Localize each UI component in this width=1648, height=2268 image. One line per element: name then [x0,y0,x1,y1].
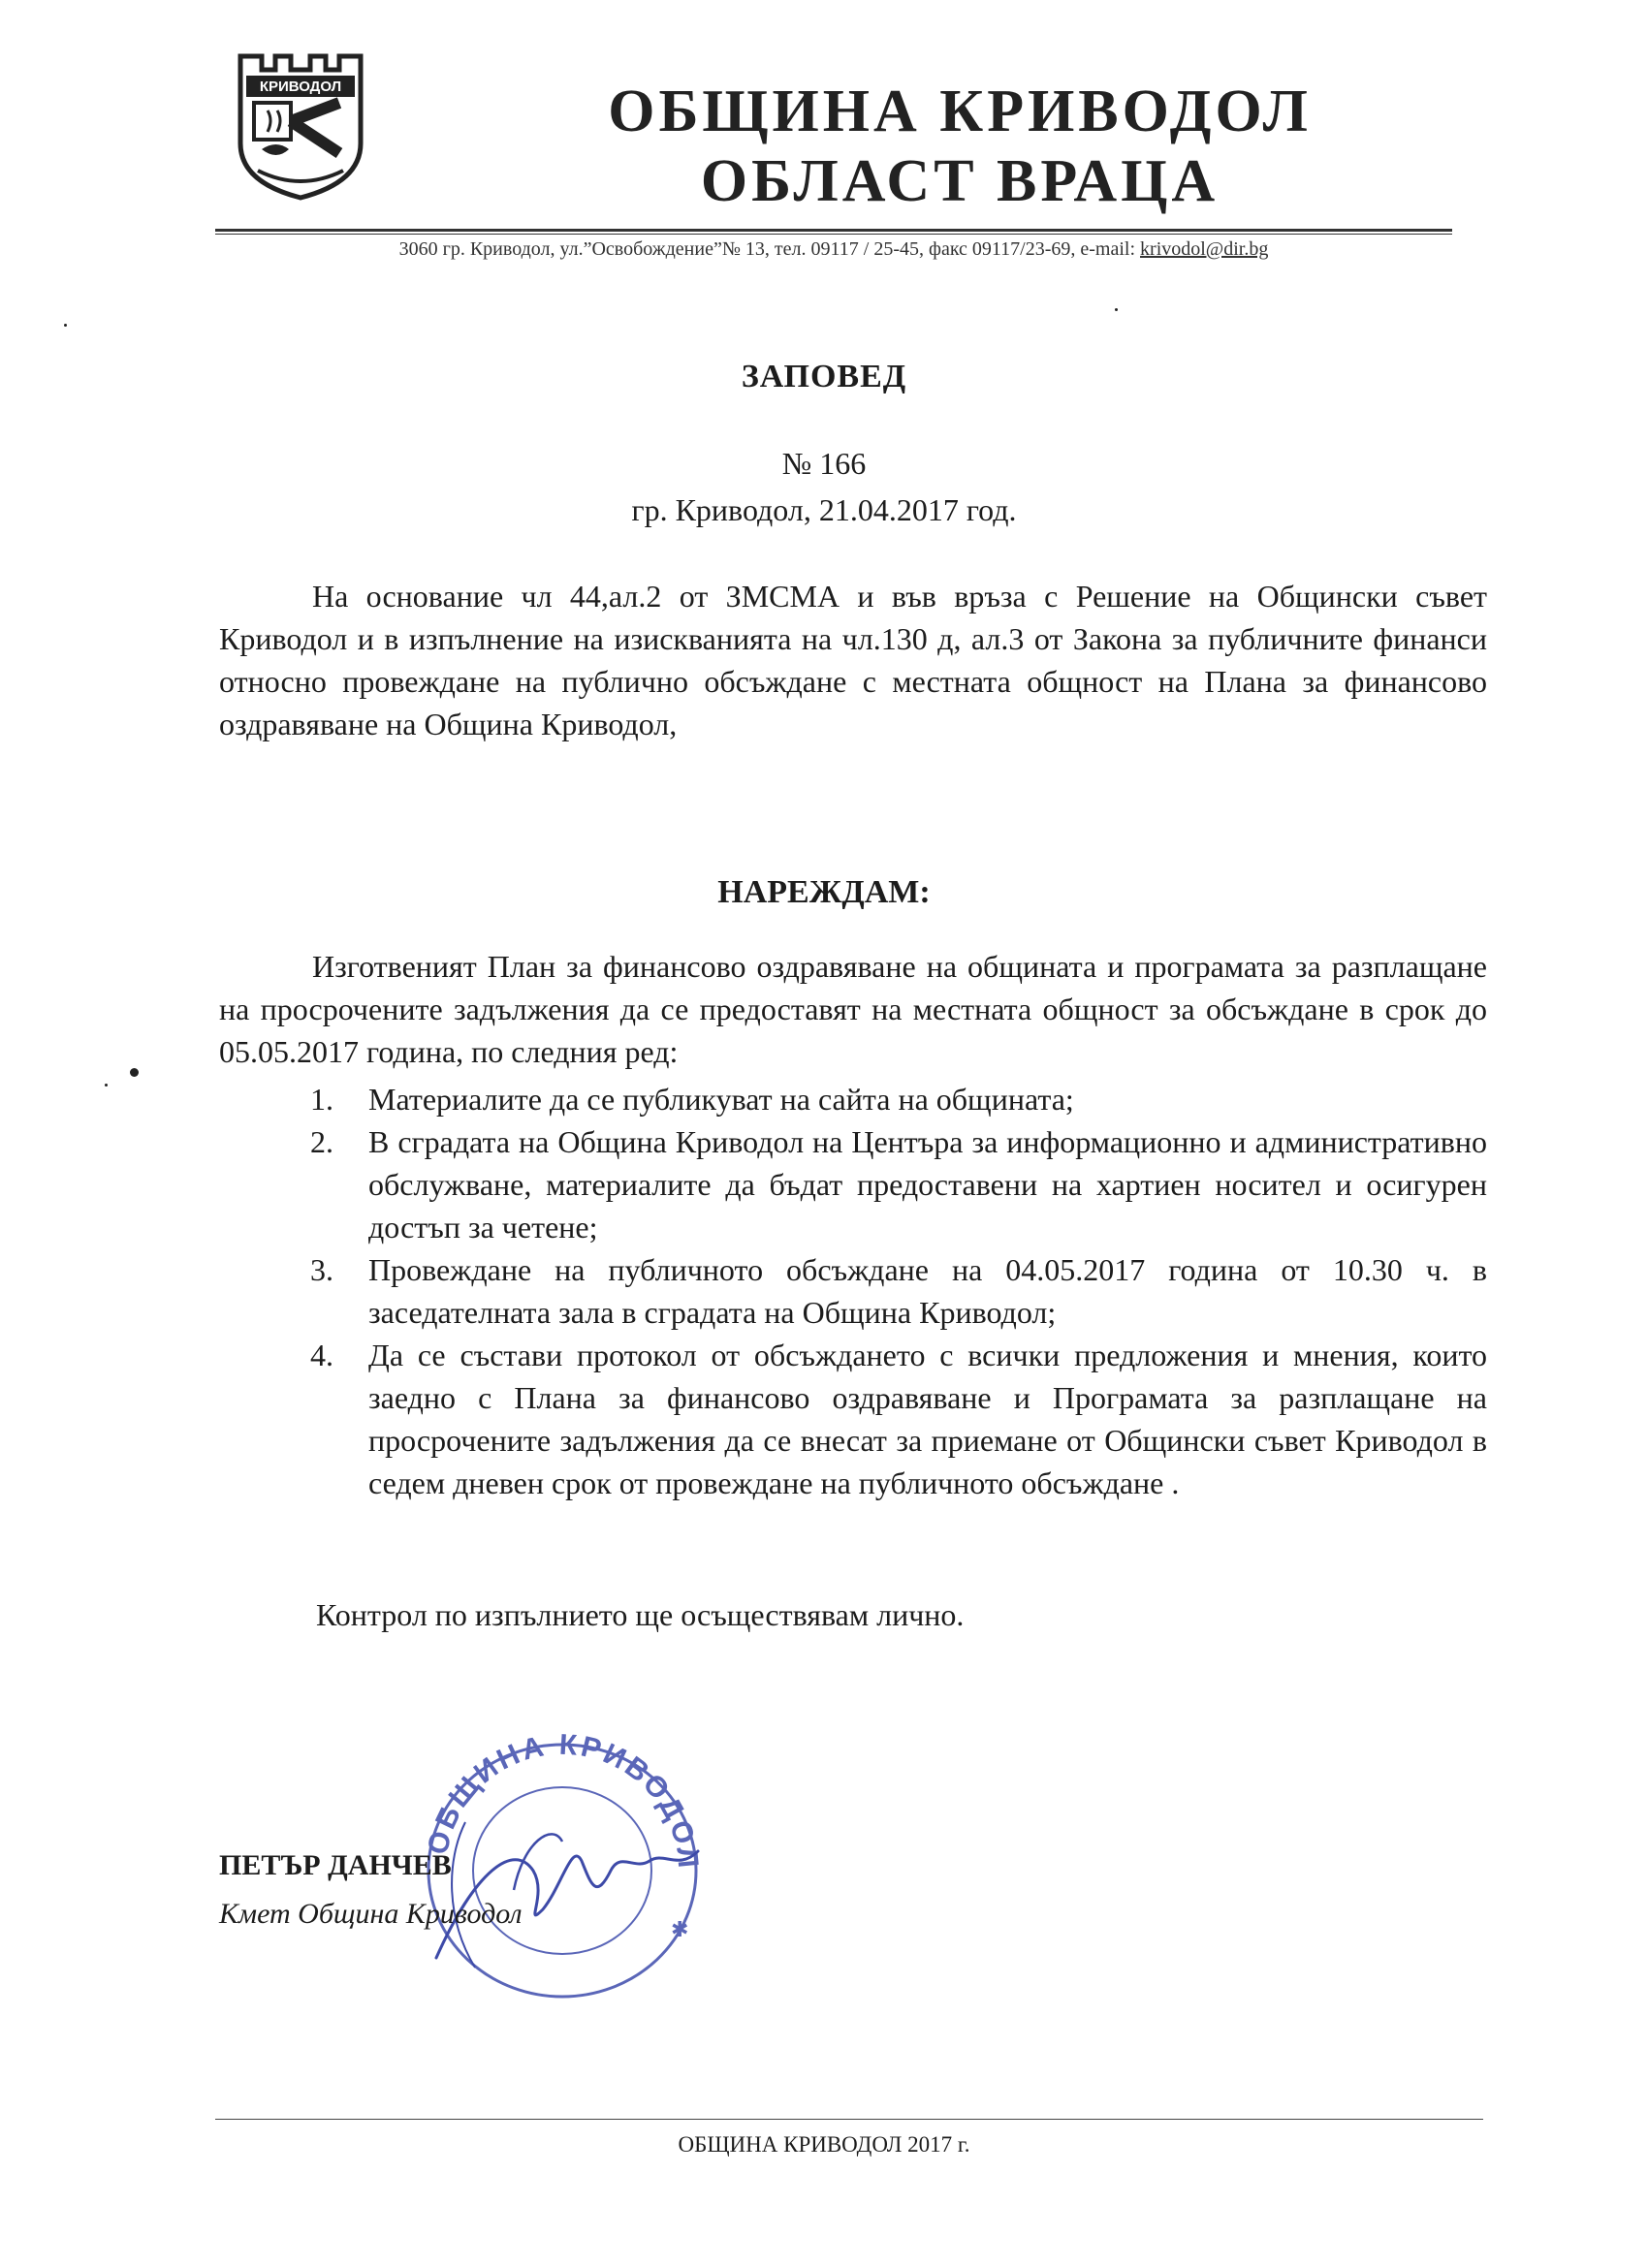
signer-name: ПЕТЪР ДАНЧЕВ [219,1849,452,1881]
order-items-list [310,1078,1487,1504]
contact-address: 3060 гр. Криводол, ул.”Освобождение”№ 13, тел. 09117 / 25-45, факс 09117/23-69, e-mail: [398,238,1141,260]
logo-text: КРИВОДОЛ [259,79,342,95]
list-item [310,1078,1487,1120]
header-divider [215,229,1452,232]
header-title-region: ОБЛАСТ ВРАЦА [700,148,1220,214]
order-paragraph: Изготвеният План за финансово оздравяване на общината и програмата за разплащане на просрочените задължения да се предоставят на местната общност за обсъждане в срок до 05.05.2017 година, по следния ред: [219,949,1487,1069]
stamp-text: ОБЩИНА КРИВОДОЛ [421,1728,705,1873]
list-item-number: 3. [310,1252,333,1287]
list-item-text: Да се състави протокол от обсъждането с всички предложения и мнения, които заедно с Плана за финансово оздравяване и Програмата за разплащане на просрочените задължения да се внесат за приемане от Общински съвет Криводол в седем дневен срок от провеждане на публичното обсъждане . [368,1338,1487,1500]
contact-email-link[interactable]: krivodol@dir.bg [1140,238,1269,260]
scan-speck [1115,308,1118,311]
order-heading: НАРЕЖДАМ: [717,874,931,910]
document-place-date: гр. Криводол, 21.04.2017 год. [631,492,1017,527]
document-title: ЗАПОВЕД [741,359,907,394]
signer-title: Кмет Община Криводол [219,1898,523,1930]
list-item-text: Провеждане на публичното обсъждане на 04.05.2017 година от 10.30 ч. в заседателната зала в сградата на Община Криводол; [368,1252,1487,1330]
footer-divider [215,2119,1483,2120]
document-number: № 166 [781,446,867,481]
svg-text:ОБЩИНА КРИВОДОЛ [422,1729,705,1873]
list-item-text: Материалите да се публикуват на сайта на общината; [368,1082,1074,1117]
coat-of-arms-logo [233,47,368,202]
list-item-text: В сградата на Община Криводол на Центъра за информационно и административно обслужване, материалите да бъдат предоставени на хартиен носител и осигурен достъп за четене; [368,1124,1487,1244]
scan-speck [130,1068,139,1077]
list-item [310,1248,1487,1334]
list-item-number: 1. [310,1082,333,1117]
list-item-number: 2. [310,1124,333,1159]
scan-speck [64,324,67,327]
intro-paragraph: На основание чл 44,ал.2 от ЗМСМА и във връза с Решение на Общински съвет Криводол и в изпълнение на изискванията на чл.130 д, ал.3 от Закона за публичните финанси относно провеждане на публично обсъждане с местната общност на Плана за финансово оздравяване на Община Криводол, [219,579,1487,741]
svg-text:✱: ✱ [671,1918,689,1942]
header-title-municipality: ОБЩИНА КРИВОДОЛ [608,79,1312,144]
footer-text: ОБЩИНА КРИВОДОЛ 2017 г. [678,2132,970,2157]
control-statement: Контрол по изпълниeто ще осъществявам лично. [316,1597,965,1632]
list-item-number: 4. [310,1338,333,1372]
scan-speck [105,1084,108,1087]
list-item [310,1120,1487,1248]
header-divider-thin [215,234,1452,235]
list-item [310,1334,1487,1504]
contact-info [215,238,1452,261]
official-stamp [407,1725,717,2016]
